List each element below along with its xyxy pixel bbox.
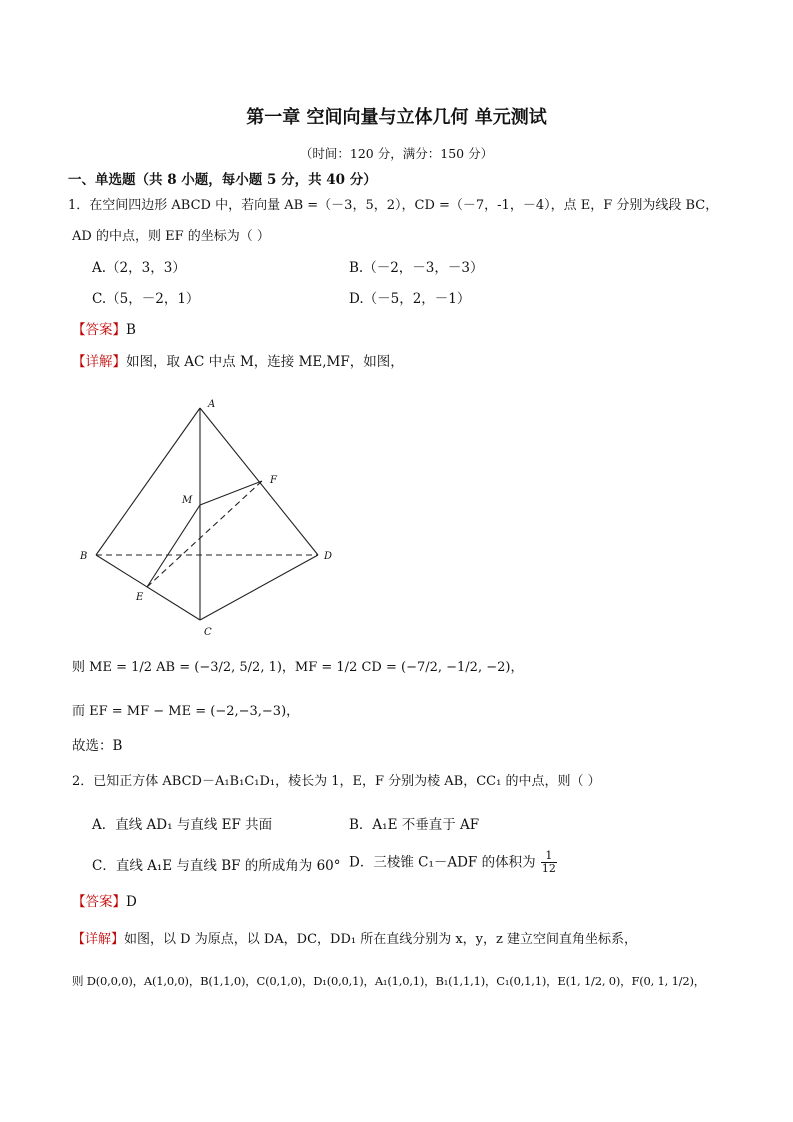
label-b: B <box>80 551 88 562</box>
label-f: F <box>270 475 277 486</box>
detail-tag: 【详解】 <box>72 354 126 370</box>
q1-option-c: C.（5，－2，1） <box>92 291 200 307</box>
page-subtitle: （时间：120 分，满分：150 分） <box>299 146 494 161</box>
q2-detail <box>72 931 637 949</box>
q1-option-b: B.（－2，－3，－3） <box>349 260 484 276</box>
page-title: 第一章 空间向量与立体几何 单元测试 <box>246 107 547 128</box>
fraction-denominator: 12 <box>541 862 556 875</box>
option-d-text: D．三棱锥 C₁－ADF 的体积为 <box>349 854 536 871</box>
q1-option-d: D.（－5，2，－1） <box>349 291 471 307</box>
q1-option-a: A.（2，3，3） <box>92 260 186 276</box>
edge-cd <box>200 555 318 620</box>
detail-text: 如图，取 AC 中点 M，连接 ME,MF，如图， <box>126 354 404 370</box>
edge-bc <box>96 555 200 620</box>
q1-detail <box>72 353 404 371</box>
tetrahedron-figure <box>72 395 342 640</box>
answer-tag: 【答案】 <box>72 894 126 910</box>
label-e: E <box>136 592 144 603</box>
label-d: D <box>324 551 333 562</box>
answer-value: B <box>126 322 136 338</box>
label-a: A <box>208 399 216 410</box>
q1-formula1: 则 ME = 1/2 AB = (−3/2, 5/2, 1)，MF = 1/2 CD = (−7/2, −1/2, −2)， <box>72 660 524 675</box>
edge-ad <box>200 408 318 555</box>
fraction-numerator: 1 <box>541 850 557 863</box>
q2-option-a: A．直线 AD₁ 与直线 EF 共面 <box>92 817 273 833</box>
q1-answer <box>72 321 136 339</box>
answer-value: D <box>126 894 137 910</box>
answer-tag: 【答案】 <box>72 322 126 338</box>
volume-fraction <box>541 850 557 875</box>
q2-answer <box>72 893 137 911</box>
q1-stem-line2: AD 的中点，则 EF 的坐标为（ ） <box>72 229 270 244</box>
detail-text: 如图，以 D 为原点，以 DA，DC，DD₁ 所在直线分别为 x，y，z 建立空间直角坐标系， <box>124 932 637 947</box>
section-heading: 一、单选题（共 8 小题，每小题 5 分，共 40 分） <box>68 172 377 188</box>
q2-option-c: C．直线 A₁E 与直线 BF 的所成角为 60° <box>92 858 341 874</box>
q1-formula2: 而 EF = MF − ME = (−2,−3,−3)， <box>72 704 300 719</box>
segment-mf <box>200 481 262 505</box>
q1-conclusion: 故选：B <box>72 738 123 754</box>
label-c: C <box>204 627 212 638</box>
q2-stem: 2．已知正方体 ABCD－A₁B₁C₁D₁，棱长为 1，E，F 分别为棱 AB，CC₁ 的中点，则（ ） <box>72 774 601 789</box>
segment-ef-hidden <box>147 481 262 587</box>
q1-stem-line1: 1．在空间四边形 ABCD 中，若向量 AB =（－3，5，2），CD =（－7，-1，－4），点 E，F 分别为线段 BC， <box>68 198 719 213</box>
edge-ab <box>96 408 200 555</box>
label-m: M <box>182 495 193 506</box>
q2-option-b: B．A₁E 不垂直于 AF <box>349 817 480 833</box>
q2-coordinates: 则 D(0,0,0)，A(1,0,0)，B(1,1,0)，C(0,1,0)，D₁(0,0,1)，A₁(1,0,1)，B₁(1,1,1)，C₁(0,1,1)，E(1, 1/2, 0)，F(0, 1, 1/2)， <box>72 974 706 988</box>
q2-option-d <box>349 850 558 875</box>
detail-tag: 【详解】 <box>72 932 125 947</box>
